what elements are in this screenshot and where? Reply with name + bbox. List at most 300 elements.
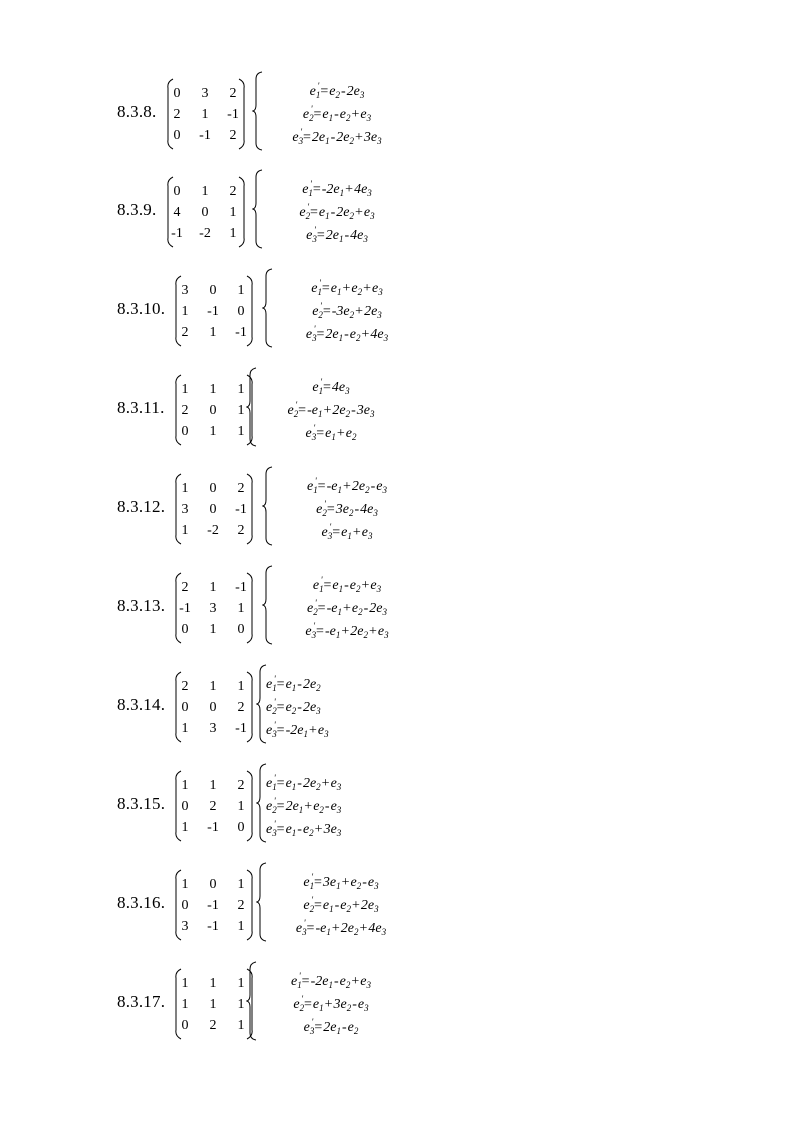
operator: =	[276, 799, 285, 814]
vector-term: $e_1'$	[266, 773, 277, 792]
subscript: 3	[302, 927, 307, 937]
prime-mark: '	[301, 994, 303, 1004]
matrix-cell: 2	[173, 107, 181, 122]
vector-term: $3e_1$	[322, 875, 341, 891]
vector-term: $2e_3$	[364, 304, 382, 320]
operator: +	[308, 723, 317, 738]
operator: =	[303, 130, 311, 145]
matrix-cell: 1	[181, 820, 189, 835]
operator: =	[306, 921, 315, 936]
vector-term: $e_1$	[341, 525, 352, 541]
matrix-cell: 0	[209, 502, 217, 517]
prime-mark: '	[273, 796, 276, 806]
prime-mark: '	[273, 674, 276, 684]
matrix-cell: 1	[209, 679, 217, 694]
vector-term: $e_3'$	[306, 225, 317, 244]
operator: +	[355, 304, 364, 319]
equation-line	[272, 599, 422, 619]
problem-block	[0, 866, 800, 948]
vector-term: $e_3$	[361, 525, 373, 541]
operator: =	[332, 525, 341, 540]
subscript: 1	[336, 1026, 341, 1036]
matrix-cell: 1	[181, 304, 189, 319]
matrix-cell: -1	[235, 580, 247, 595]
subscript: 3	[336, 828, 342, 838]
matrix-row	[175, 479, 253, 499]
problem-block	[0, 173, 800, 255]
subscript: 3	[381, 927, 387, 937]
equation-system	[262, 173, 412, 255]
vector-term: $e_3'$	[292, 127, 304, 146]
subscript: 3	[377, 310, 382, 320]
vector-term: $e_1'$	[312, 575, 324, 594]
subscript: 1	[337, 287, 342, 297]
problem-block	[0, 470, 800, 552]
operator: =	[276, 723, 285, 738]
matrix-cell: 2	[209, 799, 217, 814]
equation-system	[272, 569, 422, 651]
vector-term: $-e_1$	[326, 479, 342, 495]
subscript: 1	[338, 234, 344, 244]
matrix-cell: 3	[181, 283, 189, 298]
operator: =	[314, 1020, 323, 1035]
prime-mark: '	[320, 377, 323, 387]
prime-mark: '	[309, 179, 312, 189]
matrix-cell: -1	[227, 107, 239, 122]
matrix-cell: 3	[209, 721, 217, 736]
vector-term: $e_3$	[330, 776, 342, 792]
equation-system	[272, 470, 422, 552]
subscript: 3	[367, 188, 372, 198]
equation-line	[262, 128, 412, 148]
operator: =	[276, 700, 285, 715]
vector-term: $2e_2$	[350, 624, 368, 640]
matrix-cell: 2	[181, 679, 189, 694]
subscript: 1	[331, 432, 336, 442]
subscript: 1	[338, 584, 344, 594]
prime-mark: '	[273, 773, 276, 783]
vector-term: $4e_3$	[331, 380, 350, 396]
subscript: 2	[291, 706, 297, 716]
vector-term: $e_2$	[349, 327, 361, 343]
operator: +	[355, 130, 363, 145]
subscript: 3	[312, 333, 317, 343]
subscript: 2	[345, 980, 351, 990]
operator: +	[342, 601, 351, 616]
subscript: 1	[335, 630, 341, 640]
matrix-cell: 3	[201, 86, 209, 101]
vector-term: $e_3'$	[266, 819, 277, 838]
equation-line	[256, 995, 406, 1015]
vector-term: $4e_3$	[370, 327, 389, 343]
matrix-cell: 0	[209, 700, 217, 715]
subscript: 2	[356, 333, 361, 343]
problem-block	[0, 75, 800, 157]
vector-term: $e_1'$	[302, 179, 313, 198]
prime-mark: '	[310, 104, 313, 114]
matrix-cell: -1	[235, 502, 247, 517]
operator: =	[316, 426, 325, 441]
matrix-cell: 1	[181, 523, 189, 538]
prime-mark: '	[319, 301, 322, 311]
matrix-cell: 1	[181, 778, 189, 793]
matrix-cell: -2	[199, 226, 211, 241]
matrix-row	[167, 182, 245, 202]
vector-term: $e_2$	[350, 875, 362, 891]
subscript: 3	[309, 1026, 315, 1036]
vector-term: $2e_1$	[311, 130, 330, 146]
operator: -	[297, 677, 302, 692]
matrix-cell: 1	[209, 424, 217, 439]
operator: =	[312, 182, 321, 197]
subscript: 2	[365, 485, 370, 495]
matrix-cell: 2	[237, 778, 245, 793]
subscript: 3	[370, 211, 375, 221]
subscript: 3	[359, 90, 365, 100]
operator: =	[317, 479, 326, 494]
vector-term: $2e_1$	[323, 1020, 341, 1036]
vector-term: $3e_2$	[333, 997, 352, 1013]
matrix-row	[175, 599, 253, 619]
vector-term: $e_1$	[285, 776, 297, 792]
matrix-cell: 0	[209, 403, 217, 418]
matrix-row	[175, 422, 253, 442]
equation-line	[266, 721, 416, 741]
equation-line	[262, 105, 412, 125]
operator: +	[342, 281, 351, 296]
vector-term: $e_3'$	[295, 918, 307, 937]
subscript: 1	[319, 1003, 324, 1013]
subscript: 1	[339, 188, 345, 198]
vector-term: $e_2'$	[299, 202, 311, 221]
equation-line	[256, 378, 406, 398]
equation-system	[272, 272, 422, 354]
subscript: 2	[363, 630, 368, 640]
prime-mark: '	[314, 598, 317, 608]
matrix-cell: 1	[201, 107, 209, 122]
prime-mark: '	[311, 895, 313, 905]
matrix-row	[175, 323, 253, 343]
operator: -	[330, 130, 336, 145]
subscript: 2	[353, 1026, 359, 1036]
operator: =	[316, 624, 324, 639]
operator: -	[334, 898, 340, 913]
equation-system	[266, 668, 416, 750]
vector-term: $-e_1$	[307, 403, 323, 419]
prime-mark: '	[273, 720, 276, 730]
vector-term: $e_3$	[377, 624, 389, 640]
matrix-cell: -1	[199, 128, 211, 143]
matrix-cell: 1	[181, 877, 189, 892]
subscript: 3	[378, 287, 383, 297]
vector-term: $e_3$	[372, 281, 383, 297]
vector-term: $2e_2$	[302, 776, 321, 792]
vector-term: $3e_3$	[363, 130, 382, 146]
subscript: 2	[335, 90, 340, 100]
matrix-cell: 1	[237, 799, 245, 814]
operator: +	[359, 921, 368, 936]
matrix-row	[167, 105, 245, 125]
matrix-cell: 1	[181, 382, 189, 397]
subscript: 2	[353, 927, 359, 937]
vector-term: $3e_2$	[335, 502, 354, 518]
subscript: 1	[329, 904, 334, 914]
operator: +	[323, 403, 332, 418]
vector-term: $2e_1$	[325, 327, 344, 343]
vector-term: $e_2$	[339, 107, 351, 123]
matrix-cell: 0	[181, 898, 189, 913]
vector-term: $e_2$	[339, 974, 351, 990]
matrix-cell: 1	[237, 403, 245, 418]
matrix-row	[175, 797, 253, 817]
operator: -	[362, 875, 367, 890]
matrix-cell: 1	[209, 976, 217, 991]
subscript: 2	[356, 881, 362, 891]
prime-mark: '	[314, 476, 317, 486]
matrix-cell: -1	[235, 325, 247, 340]
matrix-cell: 0	[237, 622, 245, 637]
matrix-cell: -1	[171, 226, 183, 241]
vector-term: $-e_1$	[324, 624, 341, 640]
subscript: 1	[272, 782, 277, 792]
problem-number: 8.3.14.	[117, 695, 166, 714]
matrix-cell: -1	[207, 304, 219, 319]
operator: =	[313, 107, 322, 122]
operator: +	[345, 182, 354, 197]
matrix-cell: 0	[181, 700, 189, 715]
matrix-row	[175, 521, 253, 541]
matrix-cell: 1	[209, 622, 217, 637]
subscript: 2	[358, 607, 363, 617]
operator: =	[301, 974, 310, 989]
matrix-cell: 0	[237, 820, 245, 835]
prime-mark: '	[323, 499, 326, 509]
operator: =	[310, 205, 318, 220]
prime-mark: '	[320, 575, 323, 585]
matrix-cell: -1	[207, 820, 219, 835]
matrix-row	[175, 974, 253, 994]
operator: =	[298, 403, 307, 418]
vector-term: $e_3$	[363, 205, 375, 221]
vector-term: $4e_3$	[350, 228, 368, 244]
subscript: 1	[298, 805, 304, 815]
vector-term: $-e_1$	[326, 601, 342, 617]
vector-term: $e_2'$	[266, 796, 277, 815]
operator: +	[352, 525, 361, 540]
vector-term: $e_1$	[285, 677, 297, 693]
vector-term: $e_2$	[313, 799, 324, 815]
subscript: 2	[349, 211, 355, 221]
prime-mark: '	[313, 225, 316, 235]
equation-line	[266, 797, 416, 817]
equation-line	[256, 1018, 406, 1038]
matrix-cell: 1	[237, 601, 245, 616]
matrix-cell: 0	[173, 128, 181, 143]
prime-mark: '	[300, 127, 302, 137]
prime-mark: '	[311, 1017, 314, 1027]
vector-term: $e_2$	[349, 578, 361, 594]
subscript: 1	[317, 287, 322, 297]
subscript: 2	[305, 211, 311, 221]
subscript: 2	[318, 310, 323, 320]
matrix-cell: 1	[209, 997, 217, 1012]
matrix-cell: 2	[237, 523, 245, 538]
matrix-cell: 1	[181, 481, 189, 496]
equation-system	[256, 965, 406, 1047]
vector-term: $e_3$	[370, 578, 382, 594]
matrix-row	[175, 896, 253, 916]
matrix-cell: 1	[209, 382, 217, 397]
subscript: 1	[297, 980, 302, 990]
matrix-row	[175, 698, 253, 718]
vector-term: $e_3$	[360, 107, 372, 123]
vector-term: $e_2'$	[266, 697, 277, 716]
vector-term: $e_1$	[312, 997, 324, 1013]
operator: -	[297, 776, 302, 791]
vector-term: $2e_3$	[360, 898, 379, 914]
matrix-cell: -1	[179, 601, 191, 616]
subscript: 3	[311, 432, 317, 442]
operator: -	[341, 1020, 347, 1035]
operator: =	[317, 601, 326, 616]
matrix-cell: 0	[173, 184, 181, 199]
problem-number: 8.3.9.	[117, 200, 157, 219]
vector-term: $e_1'$	[291, 971, 302, 990]
matrix-cell: 2	[229, 184, 237, 199]
prime-mark: '	[298, 971, 301, 981]
matrix-cell: 4	[173, 205, 181, 220]
matrix-cell: 0	[209, 283, 217, 298]
operator: -	[297, 700, 302, 715]
matrix-row	[175, 719, 253, 739]
problem-number: 8.3.13.	[117, 596, 166, 615]
operator: +	[341, 875, 350, 890]
vector-term: $e_2'$	[302, 104, 314, 123]
problem-block	[0, 965, 800, 1047]
vector-term: $e_3'$	[305, 324, 317, 343]
vector-term: $3e_3$	[356, 403, 375, 419]
operator: =	[314, 898, 322, 913]
subscript: 3	[366, 980, 371, 990]
matrix-cell: 1	[237, 877, 245, 892]
equation-line	[262, 82, 412, 102]
operator: -	[344, 327, 349, 342]
problem-number: 8.3.15.	[117, 794, 166, 813]
subscript: 2	[299, 1003, 305, 1013]
vector-term: $e_2'$	[303, 895, 315, 914]
matrix-row	[175, 995, 253, 1015]
vector-term: $e_3$	[367, 875, 379, 891]
equation-line	[272, 325, 422, 345]
equation-line	[266, 919, 416, 939]
operator: +	[314, 822, 323, 837]
subscript: 3	[272, 729, 277, 739]
subscript: 3	[376, 584, 382, 594]
problem-block	[0, 272, 800, 354]
operator: -	[351, 403, 356, 418]
vector-term: $e_1'$	[303, 872, 315, 891]
operator: =	[321, 281, 330, 296]
problem-block	[0, 767, 800, 849]
matrix-cell: -1	[235, 721, 247, 736]
subscript: 1	[325, 136, 330, 146]
operator: +	[341, 624, 350, 639]
equation-line	[262, 203, 412, 223]
subscript: 1	[291, 828, 297, 838]
vector-term: $e_1$	[322, 898, 334, 914]
vector-term: $4e_3$	[354, 182, 372, 198]
vector-term: $e_3$	[317, 723, 329, 739]
matrix	[167, 176, 245, 248]
matrix-row	[167, 126, 245, 146]
matrix-cell: 1	[237, 1018, 245, 1033]
matrix-cell: 1	[229, 205, 237, 220]
matrix-cell: 2	[237, 700, 245, 715]
operator: =	[323, 578, 332, 593]
matrix-row	[175, 401, 253, 421]
subscript: 1	[337, 607, 342, 617]
vector-term: $e_3$	[357, 997, 369, 1013]
matrix	[175, 374, 253, 446]
equation-line	[272, 500, 422, 520]
equation-line	[266, 675, 416, 695]
subscript: 3	[327, 531, 333, 541]
matrix-cell: 1	[209, 325, 217, 340]
subscript: 1	[319, 584, 324, 594]
equation-system	[256, 371, 406, 453]
subscript: 2	[322, 508, 327, 518]
matrix-row	[175, 500, 253, 520]
problem-block	[0, 668, 800, 750]
problem-number: 8.3.10.	[117, 299, 166, 318]
matrix-cell: 0	[237, 304, 245, 319]
subscript: 2	[293, 409, 299, 419]
vector-term: $e_1'$	[311, 278, 322, 297]
equation-system	[266, 767, 416, 849]
operator: -	[324, 799, 330, 814]
operator: +	[304, 799, 313, 814]
operator: +	[361, 578, 370, 593]
subscript: 3	[312, 234, 317, 244]
subscript: 3	[369, 409, 375, 419]
matrix-cell: 3	[181, 919, 189, 934]
matrix-cell: 2	[237, 481, 245, 496]
matrix-cell: 0	[181, 622, 189, 637]
matrix-row	[175, 677, 253, 697]
problem-block	[0, 569, 800, 651]
matrix-row	[175, 776, 253, 796]
equation-line	[272, 279, 422, 299]
problem-number: 8.3.11.	[117, 398, 165, 417]
operator: =	[276, 776, 285, 791]
subscript: 3	[324, 729, 329, 739]
matrix	[175, 572, 253, 644]
matrix-cell: 1	[201, 184, 209, 199]
vector-term: $-e_1$	[315, 921, 331, 937]
subscript: 1	[325, 211, 330, 221]
equation-line	[272, 477, 422, 497]
subscript: 2	[346, 904, 352, 914]
matrix-row	[175, 380, 253, 400]
prime-mark: '	[273, 819, 276, 829]
operator: =	[316, 228, 325, 243]
matrix-cell: 1	[209, 580, 217, 595]
operator: +	[324, 997, 333, 1012]
matrix-cell: 1	[237, 382, 245, 397]
subscript: 2	[272, 805, 277, 815]
operator: -	[334, 107, 339, 122]
operator: +	[321, 776, 330, 791]
